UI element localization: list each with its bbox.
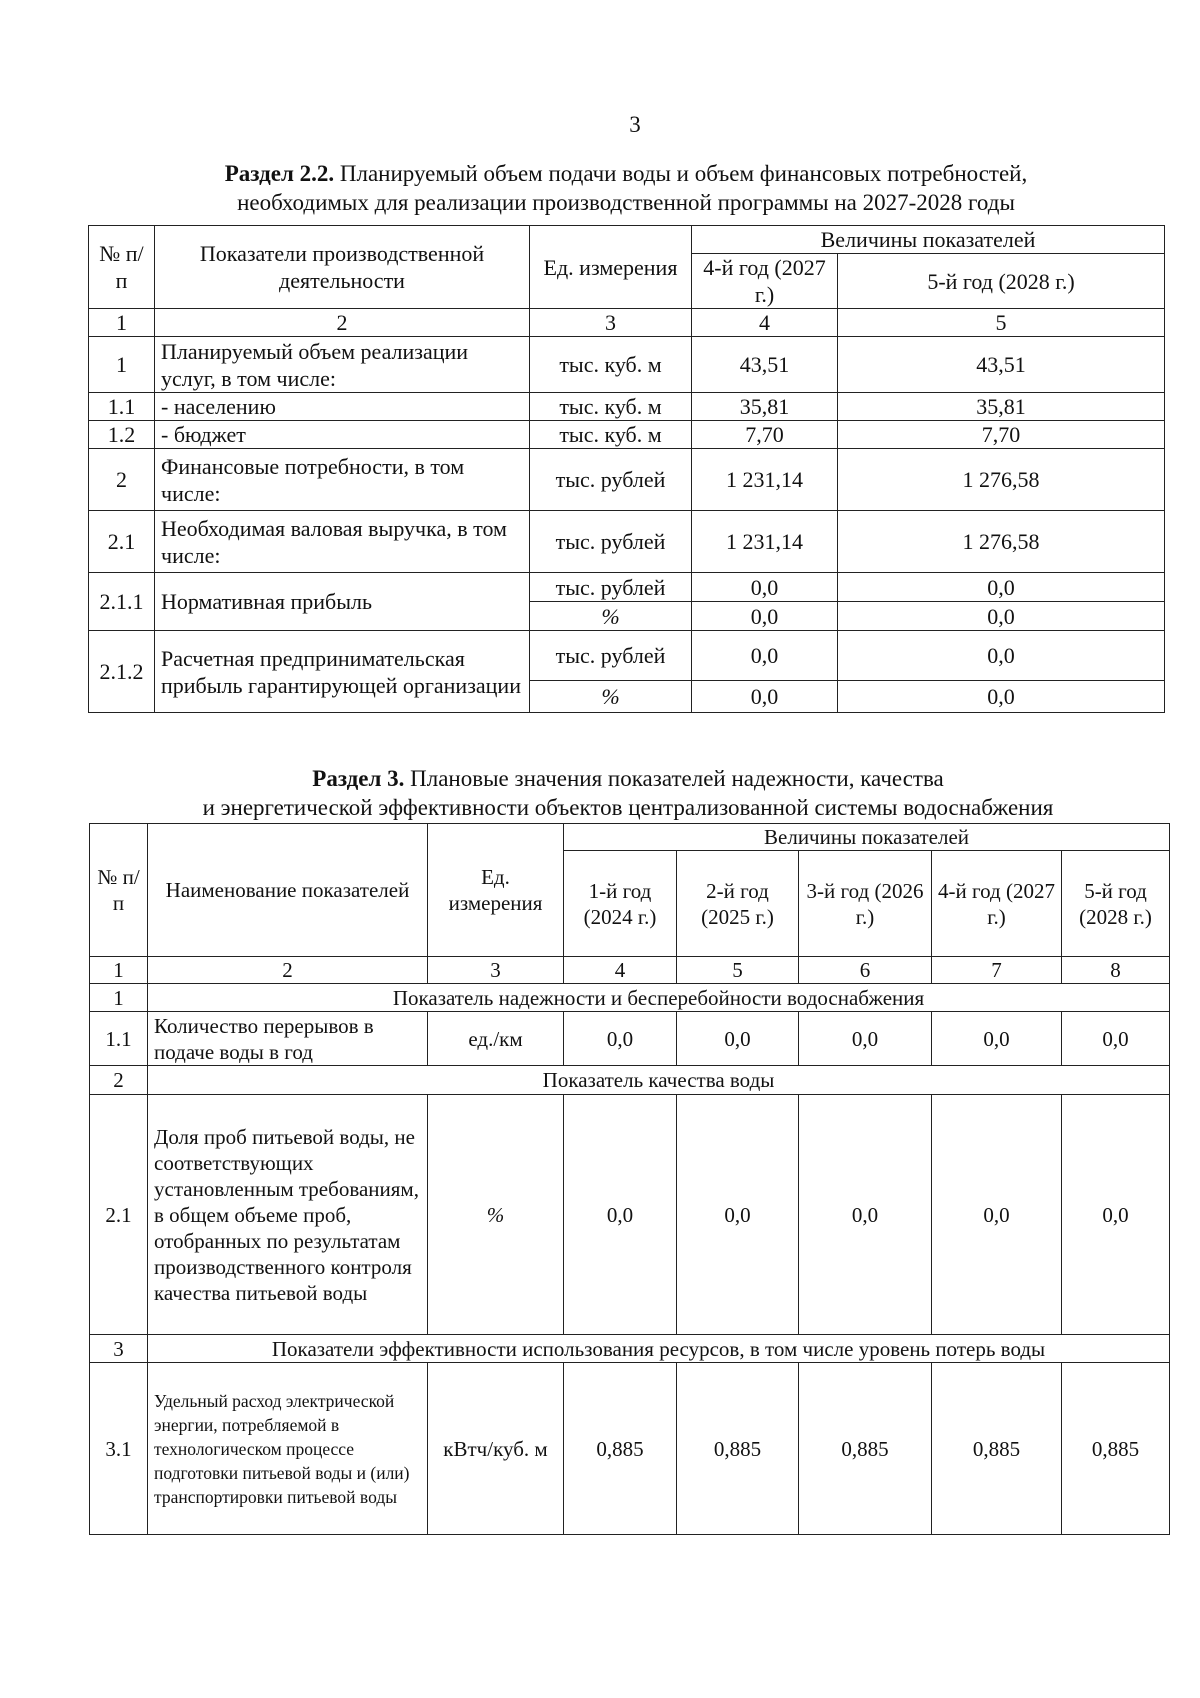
row-num: 2.1.1: [89, 573, 155, 631]
column-number: 7: [932, 957, 1062, 984]
header-year-5: 5-й год (2028 г.): [838, 254, 1165, 309]
column-number: 4: [692, 309, 838, 337]
row-num: 2: [89, 449, 155, 511]
row-value-year-3: 0,0: [799, 1095, 932, 1335]
column-number: 3: [530, 309, 692, 337]
row-name: Нормативная прибыль: [155, 573, 530, 631]
header-year-4: 4-й год (2027 г.): [932, 851, 1062, 957]
header-values-group: Величины показателей: [692, 226, 1165, 254]
row-unit: кВтч/куб. м: [428, 1363, 564, 1535]
row-value-year-4: 7,70: [692, 421, 838, 449]
header-name: Наименование показателей: [148, 824, 428, 957]
row-value-year-5: 1 276,58: [838, 449, 1165, 511]
table-row: [90, 1363, 1170, 1535]
row-num: 2.1: [89, 511, 155, 573]
row-num: 2.1.2: [89, 631, 155, 713]
header-name: Показатели производственной деятельности: [155, 226, 530, 309]
column-number-row: [90, 957, 1170, 984]
table-header-row: [89, 226, 1165, 254]
table-row: [89, 631, 1165, 681]
group-title: Показатели эффективности использования ресурсов, в том числе уровень потерь воды: [148, 1335, 1170, 1363]
row-value-year-4: 0,0: [692, 573, 838, 602]
header-year-4: 4-й год (2027 г.): [692, 254, 838, 309]
column-number: 5: [838, 309, 1165, 337]
row-unit: тыс. куб. м: [530, 337, 692, 393]
header-num: № п/п: [90, 824, 148, 957]
page-number: 3: [629, 112, 641, 137]
table-row: [89, 449, 1165, 511]
row-unit: тыс. рублей: [530, 631, 692, 681]
row-num: 1: [89, 337, 155, 393]
header-unit: Ед. измерения: [428, 824, 564, 957]
column-number: 2: [148, 957, 428, 984]
table-row: [89, 573, 1165, 602]
row-unit: тыс. рублей: [530, 511, 692, 573]
row-name: Финансовые потребности, в том числе:: [155, 449, 530, 511]
row-name: Удельный расход электрической энергии, потребляемой в технологическом процессе подготовки питьевой воды и (или) транспортировки питьевой воды: [148, 1363, 428, 1535]
header-num: № п/п: [89, 226, 155, 309]
heading-line-2: и энергетической эффективности объектов централизованной системы водоснабжения: [202, 795, 1054, 820]
row-value-year-5: 0,0: [838, 681, 1165, 713]
row-name: Необходимая валовая выручка, в том числе:: [155, 511, 530, 573]
header-year-2: 2-й год (2025 г.): [677, 851, 799, 957]
header-unit: Ед. измерения: [530, 226, 692, 309]
group-title: Показатель качества воды: [148, 1066, 1170, 1095]
table-row: [89, 511, 1165, 573]
row-value-year-4: 0,0: [932, 1095, 1062, 1335]
row-name: Планируемый объем реализации услуг, в том числе:: [155, 337, 530, 393]
section-3-table: [89, 823, 1170, 1535]
row-unit: тыс. рублей: [530, 573, 692, 602]
column-number: 1: [89, 309, 155, 337]
row-value-year-5: 0,0: [838, 573, 1165, 602]
row-value-year-4: 0,0: [692, 681, 838, 713]
row-value-year-1: 0,0: [564, 1012, 677, 1066]
heading-bold-label: Раздел 2.2.: [224, 161, 335, 186]
group-title-row: [90, 1066, 1170, 1095]
row-value-year-4: 0,0: [692, 631, 838, 681]
row-name: Количество перерывов в подаче воды в год: [148, 1012, 428, 1066]
group-num: 2: [90, 1066, 148, 1095]
row-value-year-5: 7,70: [838, 421, 1165, 449]
group-title: Показатель надежности и бесперебойности водоснабжения: [148, 984, 1170, 1012]
heading-line-1: [88, 764, 1168, 793]
row-unit: тыс. рублей: [530, 449, 692, 511]
row-num: 1.2: [89, 421, 155, 449]
row-value-year-2: 0,885: [677, 1363, 799, 1535]
row-num: 1.1: [89, 393, 155, 421]
column-number: 5: [677, 957, 799, 984]
column-number: 2: [155, 309, 530, 337]
row-num: 3.1: [90, 1363, 148, 1535]
row-unit: тыс. куб. м: [530, 421, 692, 449]
row-value-year-4: 35,81: [692, 393, 838, 421]
row-value-year-4: 0,0: [932, 1012, 1062, 1066]
row-value-year-4: 0,0: [692, 602, 838, 631]
row-value-year-5: 0,0: [1062, 1012, 1170, 1066]
row-value-year-5: 0,885: [1062, 1363, 1170, 1535]
row-name: Доля проб питьевой воды, не соответствующих установленным требованиям, в общем объеме проб, отобранных по результатам производственного контроля качества питьевой воды: [148, 1095, 428, 1335]
row-value-year-4: 1 231,14: [692, 511, 838, 573]
heading-line-1: [88, 159, 1164, 188]
row-value-year-2: 0,0: [677, 1095, 799, 1335]
table-row: [90, 1095, 1170, 1335]
header-year-5: 5-й год (2028 г.): [1062, 851, 1170, 957]
row-value-year-5: 0,0: [838, 631, 1165, 681]
row-value-year-5: 1 276,58: [838, 511, 1165, 573]
row-value-year-4: 43,51: [692, 337, 838, 393]
row-value-year-3: 0,885: [799, 1363, 932, 1535]
section-3-heading: [88, 764, 1168, 822]
header-year-3: 3-й год (2026 г.): [799, 851, 932, 957]
row-value-year-5: 0,0: [1062, 1095, 1170, 1335]
row-unit: %: [530, 602, 692, 631]
section-2-2-table: [88, 225, 1165, 713]
group-num: 1: [90, 984, 148, 1012]
table-header-row: [90, 824, 1170, 851]
heading-line-2: необходимых для реализации производственной программы на 2027-2028 годы: [237, 190, 1015, 215]
table-row: [89, 421, 1165, 449]
row-value-year-5: 35,81: [838, 393, 1165, 421]
table-row: [89, 393, 1165, 421]
row-value-year-3: 0,0: [799, 1012, 932, 1066]
heading-text: Планируемый объем подачи воды и объем финансовых потребностей,: [339, 161, 1028, 186]
row-unit: тыс. куб. м: [530, 393, 692, 421]
row-num: 2.1: [90, 1095, 148, 1335]
row-value-year-2: 0,0: [677, 1012, 799, 1066]
row-unit: %: [530, 681, 692, 713]
group-title-row: [90, 984, 1170, 1012]
row-value-year-5: 43,51: [838, 337, 1165, 393]
row-num: 1.1: [90, 1012, 148, 1066]
group-num: 3: [90, 1335, 148, 1363]
column-number: 1: [90, 957, 148, 984]
column-number: 3: [428, 957, 564, 984]
column-number: 6: [799, 957, 932, 984]
row-unit: ед./км: [428, 1012, 564, 1066]
heading-bold-label: Раздел 3.: [312, 766, 405, 791]
column-number: 4: [564, 957, 677, 984]
row-name: Расчетная предпринимательская прибыль гарантирующей организации: [155, 631, 530, 713]
header-year-1: 1-й год (2024 г.): [564, 851, 677, 957]
row-name: - населению: [155, 393, 530, 421]
heading-text: Плановые значения показателей надежности, качества: [410, 766, 944, 791]
table-row: [90, 1012, 1170, 1066]
row-value-year-4: 0,885: [932, 1363, 1062, 1535]
section-2-2-heading: [88, 159, 1164, 217]
row-value-year-1: 0,885: [564, 1363, 677, 1535]
row-unit: %: [428, 1095, 564, 1335]
row-name: - бюджет: [155, 421, 530, 449]
header-values-group: Величины показателей: [564, 824, 1170, 851]
table-row: [89, 337, 1165, 393]
group-title-row: [90, 1335, 1170, 1363]
row-value-year-5: 0,0: [838, 602, 1165, 631]
column-number-row: [89, 309, 1165, 337]
row-value-year-1: 0,0: [564, 1095, 677, 1335]
column-number: 8: [1062, 957, 1170, 984]
row-value-year-4: 1 231,14: [692, 449, 838, 511]
